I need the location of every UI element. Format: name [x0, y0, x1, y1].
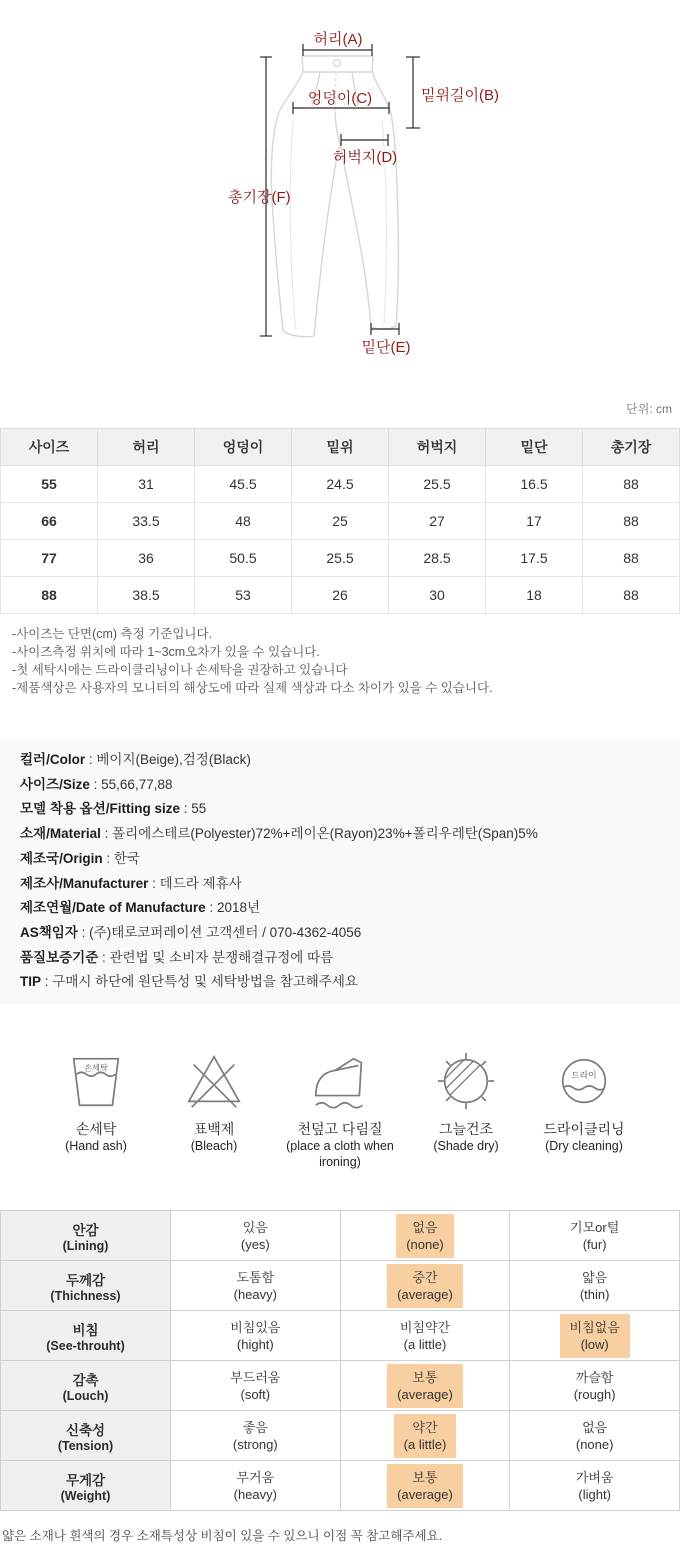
- info-label: 컬러/Color: [20, 752, 86, 767]
- info-value: 베이지(Beige),검정(Black): [96, 752, 251, 767]
- see-through-warning-note: 얇은 소재나 흰색의 경우 소재특성상 비침이 있을 수 있으니 이점 꼭 참고해주세요.: [2, 1529, 443, 1544]
- care-label-ko: 손세탁: [75, 1121, 117, 1138]
- length-measure-label: 총기장(F): [228, 189, 291, 206]
- cell: 88: [1, 577, 98, 614]
- col-header-size: 사이즈: [1, 429, 98, 466]
- fabric-row-header: 두께감 (Thichness): [1, 1261, 171, 1311]
- cell: 45.5: [195, 466, 292, 503]
- hand-wash-icon: [64, 1051, 128, 1113]
- info-row-fitting: [20, 797, 670, 822]
- size-table-header-row: [1, 429, 680, 466]
- info-row-size: [20, 773, 670, 798]
- svg-text:드라이: 드라이: [571, 1070, 597, 1081]
- size-note-line: -제품색상은 사용자의 모니터의 해상도에 따라 실제 색상과 다소 차이가 있을 수 있습니다.: [12, 681, 493, 695]
- cell: 77: [1, 540, 98, 577]
- fabric-option: 있음 (yes): [171, 1211, 341, 1261]
- fabric-row-header: 신축성 (Tension): [1, 1411, 171, 1461]
- info-value: 2018년: [216, 900, 261, 916]
- info-label: 제조사/Manufacturer: [20, 875, 149, 891]
- fabric-option: 기모or털 (fur): [510, 1211, 680, 1261]
- pants-outline-drawing: [0, 0, 680, 428]
- fabric-option-selected: 약간 (a little): [340, 1411, 510, 1461]
- no-bleach-icon: [182, 1051, 246, 1113]
- shade-dry-icon: [434, 1051, 498, 1113]
- info-row-tip: [20, 970, 670, 995]
- fabric-option: 좋음 (strong): [171, 1411, 341, 1461]
- fabric-option-selected: 보통 (average): [340, 1461, 510, 1511]
- fabric-option-selected: 중간 (average): [340, 1261, 510, 1311]
- info-separator: :: [85, 752, 97, 767]
- care-label-en: (Hand ash): [65, 1139, 127, 1154]
- info-row-manufacturer: [20, 872, 670, 897]
- fabric-row-see-through: [1, 1311, 680, 1361]
- col-header-hip: 엉덩이: [195, 429, 292, 466]
- product-info-section: [0, 738, 680, 1004]
- fabric-row-thickness: [1, 1261, 680, 1311]
- col-header-length: 총기장: [583, 429, 680, 466]
- info-label: 제조연월/Date of Manufacture: [20, 900, 206, 916]
- cell: 53: [195, 577, 292, 614]
- col-header-thigh: 허벅지: [389, 429, 486, 466]
- hip-measure-label: 엉덩이(C): [307, 90, 373, 107]
- cell: 88: [583, 466, 680, 503]
- fabric-option: 부드러움 (soft): [171, 1361, 341, 1411]
- info-row-color: [20, 748, 670, 773]
- dry-cleaning-icon: [552, 1051, 616, 1113]
- info-separator: :: [148, 875, 160, 891]
- size-note-line: -첫 세탁시에는 드라이클리닝이나 손세탁을 권장하고 있습니다: [12, 663, 348, 677]
- fabric-characteristics-table: [0, 1210, 680, 1511]
- cell: 18: [486, 577, 583, 614]
- fabric-option-selected: 없음 (none): [340, 1211, 510, 1261]
- care-label-en: (Bleach): [190, 1139, 238, 1154]
- cell: 48: [195, 503, 292, 540]
- table-row: [1, 577, 680, 614]
- iron-with-cloth-icon: [308, 1051, 372, 1113]
- fabric-row-weight: [1, 1461, 680, 1511]
- table-row: [1, 503, 680, 540]
- cell: 26: [292, 577, 389, 614]
- cell: 27: [389, 503, 486, 540]
- care-label-ko: 천덮고 다림질: [297, 1121, 383, 1138]
- cell: 38.5: [98, 577, 195, 614]
- info-value: 데드라 제휴사: [159, 875, 242, 891]
- info-row-origin: [20, 847, 670, 872]
- size-chart-table: [0, 428, 680, 614]
- care-label-ko: 드라이클리닝: [543, 1121, 625, 1138]
- cell: 88: [583, 577, 680, 614]
- col-header-hem: 밑단: [486, 429, 583, 466]
- info-value: (주)태로코퍼레이션 고객센터 / 070-4362-4056: [89, 924, 362, 940]
- fabric-option: 비침있음 (hight): [171, 1311, 341, 1361]
- info-row-warranty: [20, 946, 670, 971]
- fabric-row-lining: [1, 1211, 680, 1261]
- info-row-material: [20, 822, 670, 847]
- care-symbols-section: [0, 1051, 680, 1170]
- size-note-line: -사이즈는 단면(cm) 측정 기준입니다.: [12, 627, 213, 641]
- info-value: 구매시 하단에 원단특성 및 세탁방법을 참고해주세요: [52, 974, 358, 990]
- info-value: 폴리에스테르(Polyester)72%+레이온(Rayon)23%+폴리우레탄(Span)5%: [112, 826, 538, 842]
- care-label-en: (Shade dry): [433, 1139, 499, 1154]
- info-label: TIP: [20, 974, 42, 990]
- info-row-as: [20, 921, 670, 946]
- cell: 25: [292, 503, 389, 540]
- care-item-no-bleach: [168, 1051, 260, 1154]
- info-label: AS책임자: [20, 924, 78, 940]
- cell: 25.5: [389, 466, 486, 503]
- info-label: 사이즈/Size: [20, 776, 90, 792]
- fabric-option: 비침약간 (a little): [340, 1311, 510, 1361]
- cell: 50.5: [195, 540, 292, 577]
- fabric-row-header: 감촉 (Louch): [1, 1361, 171, 1411]
- fabric-option: 도톰함 (heavy): [171, 1261, 341, 1311]
- waist-measure-label: 허리(A): [313, 31, 363, 48]
- info-label: 소재/Material: [20, 826, 101, 842]
- cell: 24.5: [292, 466, 389, 503]
- care-label-ko: 표백제: [193, 1121, 235, 1138]
- care-label-en: (place a cloth when ironing): [286, 1139, 394, 1170]
- size-notes: [0, 614, 680, 697]
- svg-text:손세탁: 손세탁: [84, 1063, 108, 1073]
- care-item-hand-wash: [50, 1051, 142, 1154]
- cell: 30: [389, 577, 486, 614]
- cell: 66: [1, 503, 98, 540]
- info-value: 55: [191, 801, 207, 817]
- info-separator: :: [100, 826, 113, 842]
- col-header-rise: 밑위: [292, 429, 389, 466]
- info-separator: :: [102, 850, 114, 866]
- info-row-date: [20, 896, 670, 921]
- fabric-option: 얇음 (thin): [510, 1261, 680, 1311]
- cell: 88: [583, 540, 680, 577]
- thigh-measure-label: 허벅지(D): [332, 149, 398, 166]
- rise-measure-label: 밑위길이(B): [421, 87, 499, 104]
- fabric-row-header: 안감 (Lining): [1, 1211, 171, 1261]
- care-item-dry-cleaning: [538, 1051, 630, 1154]
- fabric-row-touch: [1, 1361, 680, 1411]
- cell: 88: [583, 503, 680, 540]
- cell: 31: [98, 466, 195, 503]
- size-note-line: -사이즈측정 위치에 따라 1~3cm오차가 있을 수 있습니다.: [12, 645, 320, 659]
- info-separator: :: [77, 924, 90, 940]
- fabric-option: 없음 (none): [510, 1411, 680, 1461]
- info-separator: :: [205, 900, 217, 916]
- fabric-row-header: 무게감 (Weight): [1, 1461, 171, 1511]
- cell: 17: [486, 503, 583, 540]
- cell: 33.5: [98, 503, 195, 540]
- fabric-option: 가벼움 (light): [510, 1461, 680, 1511]
- care-item-shade-dry: [420, 1051, 512, 1154]
- pants-measurement-diagram: [0, 0, 680, 428]
- unit-cm-note: 단위: cm: [626, 402, 672, 416]
- info-label: 제조국/Origin: [20, 850, 103, 866]
- info-label: 모델 착용 옵션/Fitting size: [20, 801, 180, 817]
- care-item-iron-with-cloth: [286, 1051, 394, 1170]
- col-header-waist: 허리: [98, 429, 195, 466]
- care-label-en: (Dry cleaning): [545, 1139, 623, 1154]
- cell: 36: [98, 540, 195, 577]
- fabric-option-selected: 비침없음 (low): [510, 1311, 680, 1361]
- cell: 28.5: [389, 540, 486, 577]
- hem-measure-label: 밑단(E): [361, 339, 411, 356]
- table-row: [1, 466, 680, 503]
- cell: 25.5: [292, 540, 389, 577]
- info-separator: :: [180, 801, 192, 817]
- info-value: 한국: [113, 850, 140, 866]
- info-value: 관련법 및 소비자 분쟁해결규정에 따름: [109, 949, 334, 965]
- cell: 55: [1, 466, 98, 503]
- cell: 16.5: [486, 466, 583, 503]
- info-separator: :: [89, 776, 102, 792]
- info-separator: :: [98, 949, 110, 965]
- fabric-option: 무거움 (heavy): [171, 1461, 341, 1511]
- care-label-ko: 그늘건조: [438, 1121, 494, 1138]
- fabric-option-selected: 보통 (average): [340, 1361, 510, 1411]
- fabric-option: 까슬함 (rough): [510, 1361, 680, 1411]
- info-separator: :: [41, 974, 53, 990]
- fabric-row-tension: [1, 1411, 680, 1461]
- info-label: 품질보증기준: [20, 949, 99, 965]
- cell: 17.5: [486, 540, 583, 577]
- table-row: [1, 540, 680, 577]
- fabric-row-header: 비침 (See-throuht): [1, 1311, 171, 1361]
- info-value: 55,66,77,88: [101, 776, 173, 792]
